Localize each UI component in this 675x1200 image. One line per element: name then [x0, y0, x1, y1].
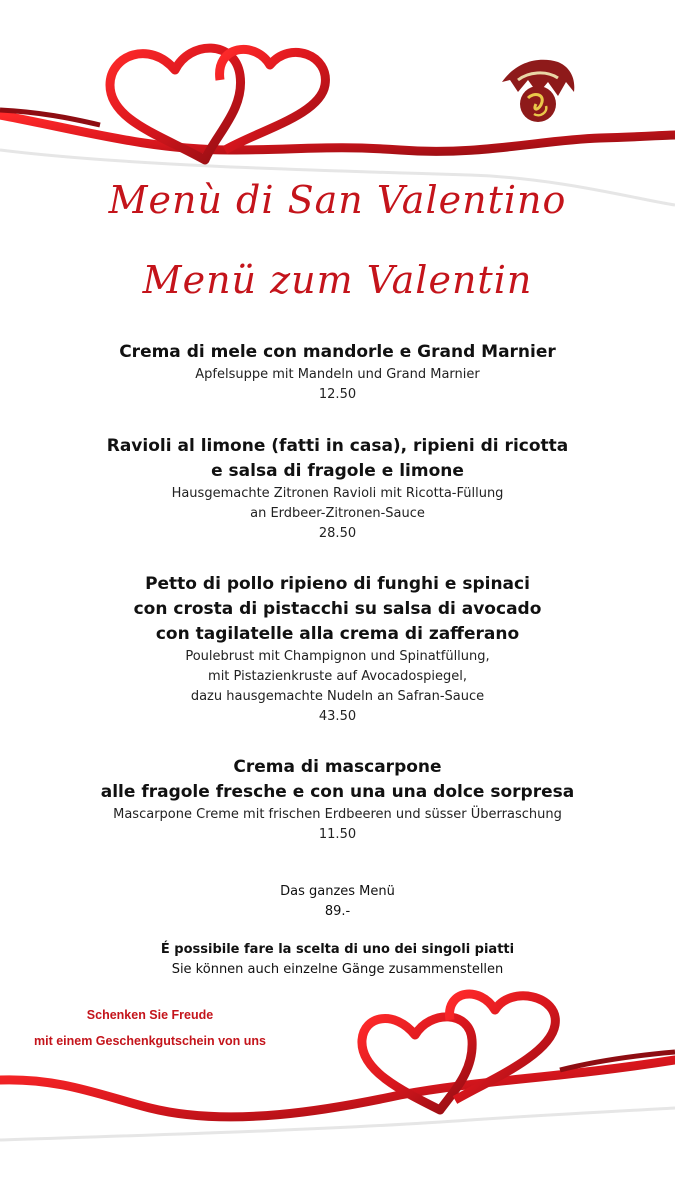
course-price: 43.50 [318, 709, 357, 724]
course-name: Crema di mele con mandorle e Grand Marnier [119, 342, 556, 362]
full-menu-label: Das ganzes Menü [280, 884, 395, 899]
menu-course-2 [20, 434, 655, 544]
course-name: con crosta di pistacchi su salsa di avocado [133, 599, 542, 619]
course-name: Petto di pollo ripieno di funghi e spinaci [145, 574, 530, 594]
gift-line-2: mit einem Geschenkgutschein von uns [33, 1034, 266, 1048]
menu-course-4 [20, 755, 655, 845]
course-price: 11.50 [318, 827, 357, 842]
full-menu-price [0, 882, 675, 922]
course-description: an Erdbeer-Zitronen-Sauce [250, 506, 425, 521]
gift-line-1: Schenken Sie Freude [86, 1008, 214, 1022]
course-description: Hausgemachte Zitronen Ravioli mit Ricotta-Füllung [171, 486, 504, 501]
course-name: con tagilatelle alla crema di zafferano [155, 624, 520, 644]
course-description: Mascarpone Creme mit frischen Erdbeeren und süsser Überraschung [113, 807, 562, 822]
note-german: Sie können auch einzelne Gänge zusammenstellen [171, 962, 504, 977]
menu-title-italian: Menù di San Valentino [108, 178, 567, 222]
note-italian: É possibile fare la scelta di uno dei singoli piatti [160, 942, 515, 957]
full-menu-amount: 89.- [324, 904, 351, 919]
course-name: e salsa di fragole e limone [211, 461, 464, 481]
course-description: dazu hausgemachte Nudeln an Safran-Sauce [190, 689, 485, 704]
course-description: mit Pistazienkruste auf Avocadospiegel, [208, 669, 467, 684]
gift-voucher-text [10, 1002, 290, 1054]
course-price: 28.50 [318, 526, 357, 541]
course-price: 12.50 [318, 387, 357, 402]
course-name: Ravioli al limone (fatti in casa), ripieni di ricotta [106, 436, 569, 456]
heart-ribbon-bottom-icon [0, 960, 675, 1200]
menu-course-1 [20, 340, 655, 405]
menu-title-german: Menü zum Valentin [142, 258, 533, 302]
menu-course-3 [20, 572, 655, 727]
course-description: Apfelsuppe mit Mandeln und Grand Marnier [195, 367, 480, 382]
course-name: alle fragole fresche e con una una dolce sorpresa [100, 782, 575, 802]
course-description: Poulebrust mit Champignon und Spinatfüllung, [185, 649, 490, 664]
course-name: Crema di mascarpone [233, 757, 442, 777]
single-dishes-note [0, 940, 675, 980]
restaurant-logo-icon [498, 52, 578, 126]
